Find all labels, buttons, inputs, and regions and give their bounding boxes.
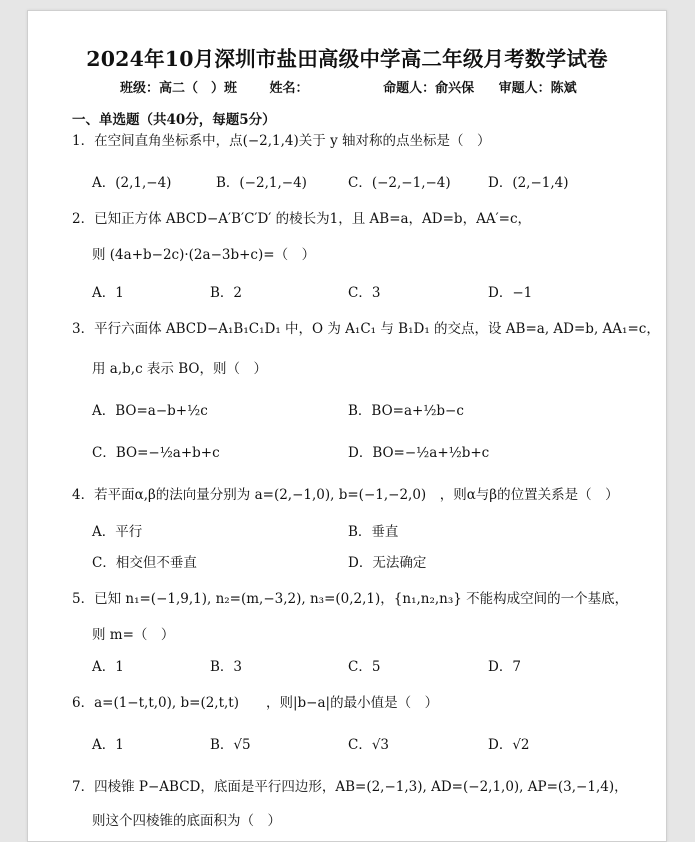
class-label: 班级：高二（ ）班 xyxy=(120,81,238,96)
question-2-option-d: D．−1 xyxy=(488,285,533,301)
question-4-option-c: C．相交但不垂直 xyxy=(92,555,197,571)
question-4-option-d: D．无法确定 xyxy=(348,555,427,571)
question-2-option-c: C．3 xyxy=(348,285,381,301)
question-4-option-b: B．垂直 xyxy=(348,524,399,540)
question-2-stem-line2: 则 (4a+b−2c)·(2a−3b+c)=（ ） xyxy=(92,247,316,263)
page-title: 2024年10月深圳市盐田高级中学高二年级月考数学试卷 xyxy=(86,47,608,71)
question-1-option-c: C．(−2,−1,−4) xyxy=(348,175,451,191)
question-5-stem: 5．已知 n₁=(−1,9,1), n₂=(m,−3,2), n₃=(0,2,1)，{n₁,n₂,n₃} 不能构成空间的一个基底， xyxy=(72,591,629,607)
question-3-option-a: A．BO=a−b+½c xyxy=(92,403,208,419)
question-3-option-b: B．BO=a+½b−c xyxy=(348,403,464,419)
question-3-stem: 3．平行六面体 ABCD−A₁B₁C₁D₁ 中，O 为 A₁C₁ 与 B₁D₁ 的交点，设 AB=a, AD=b, AA₁=c， xyxy=(72,321,660,337)
question-5-option-b: B．3 xyxy=(210,659,243,675)
question-5-option-a: A．1 xyxy=(92,659,124,675)
question-2-option-b: B．2 xyxy=(210,285,243,301)
question-6-option-c: C．√3 xyxy=(348,737,390,753)
question-3-option-d: D．BO=−½a+½b+c xyxy=(348,445,490,461)
question-1-option-b: B．(−2,1,−4) xyxy=(216,175,307,191)
question-1-stem: 1．在空间直角坐标系中，点(−2,1,4)关于 y 轴对称的点坐标是（ ） xyxy=(72,133,491,149)
question-6-option-b: B．√5 xyxy=(210,737,251,753)
question-1-option-a: A．(2,1,−4) xyxy=(92,175,172,191)
question-4-stem: 4．若平面α,β的法向量分别为 a=(2,−1,0), b=(−1,−2,0) ，则α与β的位置关系是（ ） xyxy=(72,487,619,503)
exam-page xyxy=(27,10,667,842)
author-label: 命题人：俞兴保 xyxy=(383,81,475,96)
question-2-stem: 2．已知正方体 ABCD−A′B′C′D′ 的棱长为1，且 AB=a，AD=b，AA′=c， xyxy=(72,211,532,227)
exam-meta xyxy=(120,77,577,96)
name-label: 姓名： xyxy=(269,81,309,96)
question-7-stem: 7．四棱锥 P−ABCD，底面是平行四边形，AB=(2,−1,3), AD=(−2,1,0), AP=(3,−1,4)， xyxy=(72,779,628,795)
question-1-option-d: D．(2,−1,4) xyxy=(488,175,569,191)
question-2-option-a: A．1 xyxy=(92,285,124,301)
question-5-option-c: C．5 xyxy=(348,659,381,675)
question-6-option-d: D．√2 xyxy=(488,737,530,753)
reviewer-label: 审题人：陈斌 xyxy=(498,81,577,96)
question-5-stem-line2: 则 m=（ ） xyxy=(92,627,175,643)
question-5-option-d: D．7 xyxy=(488,659,521,675)
section-heading: 一、单选题（共40分，每题5分） xyxy=(72,112,276,128)
question-3-stem-line2: 用 a,b,c 表示 BO，则（ ） xyxy=(92,361,267,377)
question-7-stem-line2: 则这个四棱锥的底面积为（ ） xyxy=(92,813,281,829)
question-6-option-a: A．1 xyxy=(92,737,124,753)
question-3-option-c: C．BO=−½a+b+c xyxy=(92,445,220,461)
question-4-option-a: A．平行 xyxy=(92,524,143,540)
question-6-stem: 6．a=(1−t,t,0), b=(2,t,t) ，则|b−a|的最小值是（ ） xyxy=(72,695,439,711)
